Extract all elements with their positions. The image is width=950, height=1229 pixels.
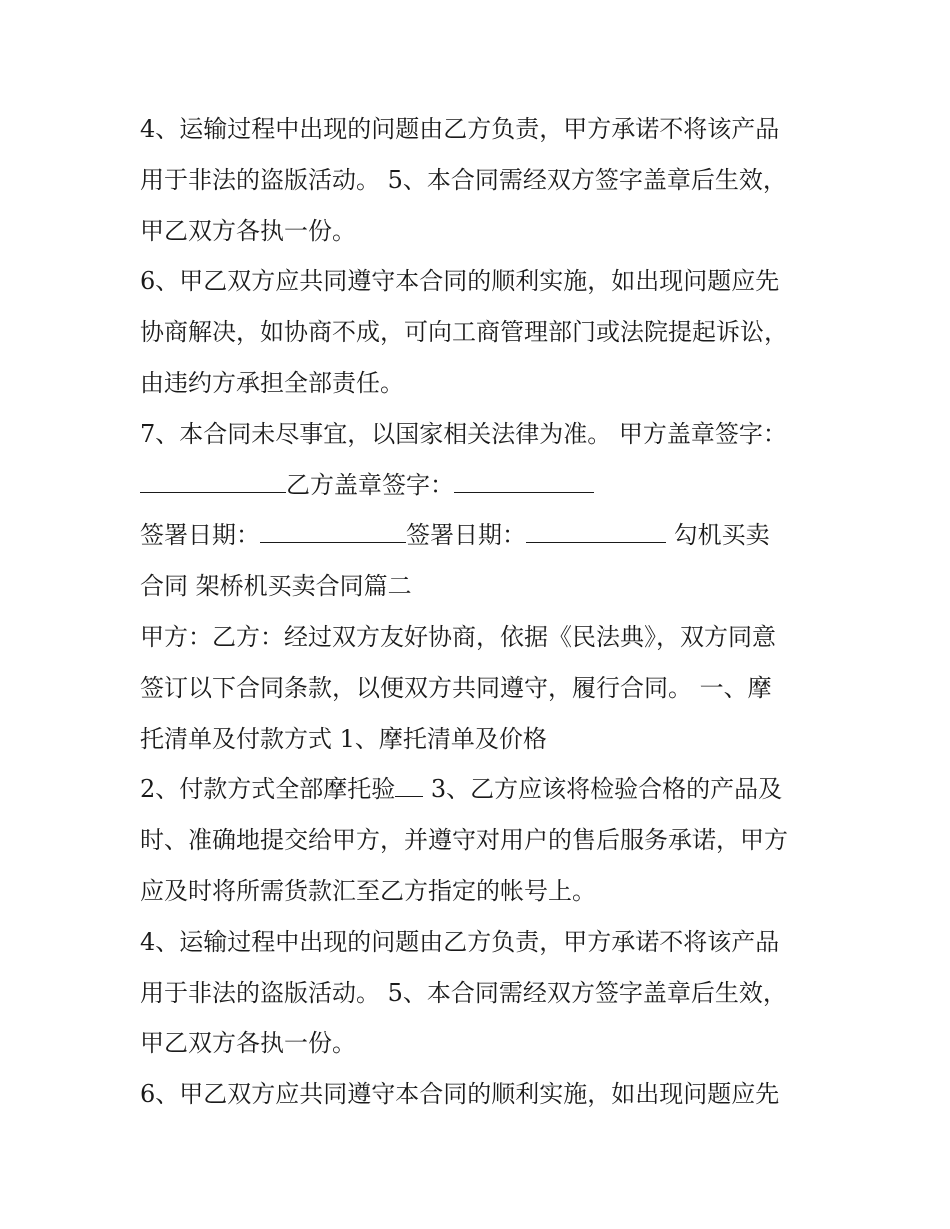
- text-line: 由违约方承担全部责任。: [140, 368, 404, 397]
- text-segment: 勾机买卖: [666, 521, 770, 550]
- document-body: [140, 104, 820, 1120]
- date-line: [140, 510, 820, 561]
- text-line: 时、准确地提交给甲方，并遵守对用户的售后服务承诺，甲方: [140, 826, 788, 855]
- date-blank: [526, 522, 666, 543]
- text-line: 7、本合同未尽事宜，以国家相关法律为准。 甲方盖章签字：: [140, 419, 787, 448]
- date-blank: [260, 522, 406, 543]
- payment-line: [140, 764, 820, 815]
- text-line: 4、运输过程中出现的问题由乙方负责，甲方承诺不将该产品: [140, 927, 780, 956]
- text-line: 用于非法的盗版活动。 5、本合同需经双方签字盖章后生效，: [140, 165, 787, 194]
- date-label: 签署日期：: [406, 521, 526, 550]
- date-label: 签署日期：: [140, 521, 260, 550]
- text-line: 应及时将所需货款汇至乙方指定的帐号上。: [140, 876, 596, 905]
- text-line: 签订以下合同条款，以便双方共同遵守，履行合同。 一、摩: [140, 673, 772, 702]
- text-line: 合同 架桥机买卖合同篇二: [140, 572, 412, 601]
- text-line: 甲乙双方各执一份。: [140, 1029, 356, 1058]
- text-segment: 3、乙方应该将检验合格的产品及: [423, 775, 783, 804]
- party-b-signature-blank: [454, 472, 594, 493]
- text-line: 4、运输过程中出现的问题由乙方负责，甲方承诺不将该产品: [140, 115, 780, 143]
- text-line: 甲乙双方各执一份。: [140, 216, 356, 245]
- signature-line: [140, 460, 820, 511]
- text-line: 协商解决，如协商不成，可向工商管理部门或法院提起诉讼，: [140, 318, 788, 347]
- text-segment: 2、付款方式全部摩托验: [140, 775, 396, 804]
- text-line: 甲方：乙方：经过双方友好协商，依据《民法典》，双方同意: [140, 622, 776, 651]
- text-line: 托清单及付款方式 1、摩托清单及价格: [140, 724, 547, 753]
- text-line: 6、甲乙双方应共同遵守本合同的顺利实施，如出现问题应先: [140, 1080, 780, 1109]
- text-line: 6、甲乙双方应共同遵守本合同的顺利实施，如出现问题应先: [140, 267, 780, 296]
- party-a-signature-blank: [140, 472, 286, 493]
- text-line: 用于非法的盗版活动。 5、本合同需经双方签字盖章后生效，: [140, 978, 787, 1007]
- party-b-signature-label: 乙方盖章签字：: [286, 470, 454, 499]
- inspection-blank: [395, 776, 423, 797]
